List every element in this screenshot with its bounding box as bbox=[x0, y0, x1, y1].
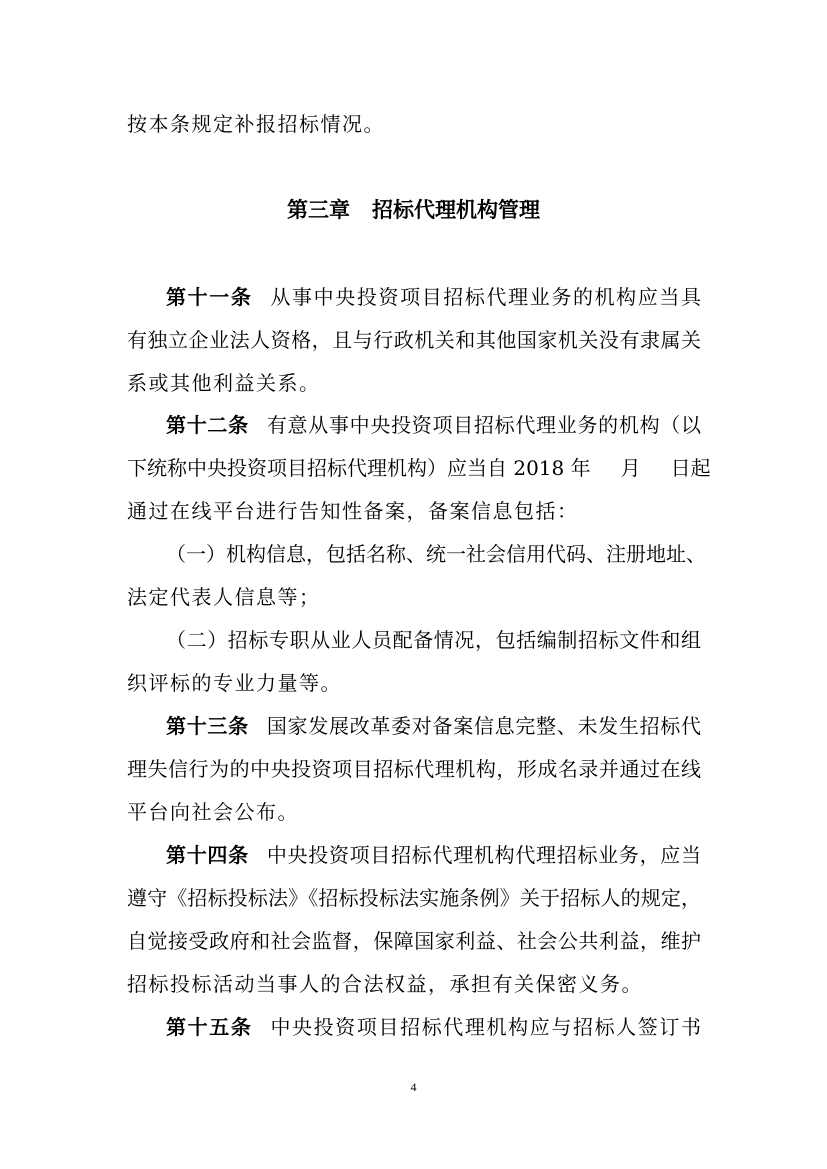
list-item bbox=[166, 534, 706, 574]
paragraph-line bbox=[127, 964, 701, 1004]
article-14-line bbox=[166, 835, 701, 875]
text: 下统称中央投资项目招标代理机构）应当自 2018 年 bbox=[127, 456, 591, 480]
text: 系或其他利益关系。 bbox=[127, 371, 321, 395]
paragraph-line bbox=[127, 448, 711, 488]
paragraph-line bbox=[127, 320, 701, 360]
paragraph-line bbox=[127, 577, 701, 617]
article-11-line bbox=[166, 277, 701, 317]
text: （一）机构信息，包括名称、统一社会信用代码、注册地址、 bbox=[166, 542, 706, 566]
text: 有独立企业法人资格，且与行政机关和其他国家机关没有隶属关 bbox=[127, 328, 701, 352]
text: 自觉接受政府和社会监督，保障国家利益、社会公共利益，维护 bbox=[127, 929, 701, 953]
text: 招标投标活动当事人的合法权益，承担有关保密义务。 bbox=[127, 972, 643, 996]
article-number: 第十二条 bbox=[166, 413, 249, 437]
list-item bbox=[166, 620, 701, 660]
text: 平台向社会公布。 bbox=[127, 800, 299, 824]
paragraph-line bbox=[127, 663, 701, 703]
text: 理失信行为的中央投资项目招标代理机构，形成名录并通过在线 bbox=[127, 757, 701, 781]
article-12-line bbox=[166, 405, 701, 445]
text: 月 bbox=[620, 456, 641, 480]
article-15-line bbox=[166, 1007, 701, 1047]
text: 通过在线平台进行告知性备案，备案信息包括： bbox=[127, 499, 579, 523]
text: 有意从事中央投资项目招标代理业务的机构（以 bbox=[266, 413, 702, 437]
text: 日起 bbox=[670, 456, 711, 480]
paragraph-line bbox=[127, 749, 701, 789]
paragraph-line bbox=[127, 363, 701, 403]
paragraph-line bbox=[127, 792, 701, 832]
paragraph-line bbox=[127, 104, 701, 144]
chapter-number: 第三章 bbox=[287, 197, 350, 222]
article-13-line bbox=[166, 706, 701, 746]
text: 中央投资项目招标代理机构应与招标人签订书 bbox=[270, 1015, 702, 1039]
text: 按本条规定补报招标情况。 bbox=[127, 112, 385, 136]
paragraph-line bbox=[127, 878, 701, 918]
article-number: 第十五条 bbox=[166, 1015, 253, 1039]
text: 法定代表人信息等； bbox=[127, 585, 321, 609]
text: 织评标的专业力量等。 bbox=[127, 671, 342, 695]
text: 国家发展改革委对备案信息完整、未发生招标代 bbox=[266, 714, 702, 738]
chapter-title: 招标代理机构管理 bbox=[372, 197, 540, 222]
chapter-heading bbox=[0, 190, 827, 230]
article-number: 第十三条 bbox=[166, 714, 249, 738]
text: （二）招标专职从业人员配备情况，包括编制招标文件和组 bbox=[166, 628, 701, 652]
paragraph-line bbox=[127, 491, 701, 531]
article-number: 第十一条 bbox=[166, 285, 253, 309]
text: 从事中央投资项目招标代理业务的机构应当具 bbox=[270, 285, 702, 309]
page-number: 4 bbox=[410, 1080, 417, 1094]
paragraph-line bbox=[127, 921, 701, 961]
text: 遵守《招标投标法》《招标投标法实施条例》关于招标人的规定， bbox=[127, 886, 701, 910]
text: 中央投资项目招标代理机构代理招标业务，应当 bbox=[266, 843, 702, 867]
article-number: 第十四条 bbox=[166, 843, 249, 867]
